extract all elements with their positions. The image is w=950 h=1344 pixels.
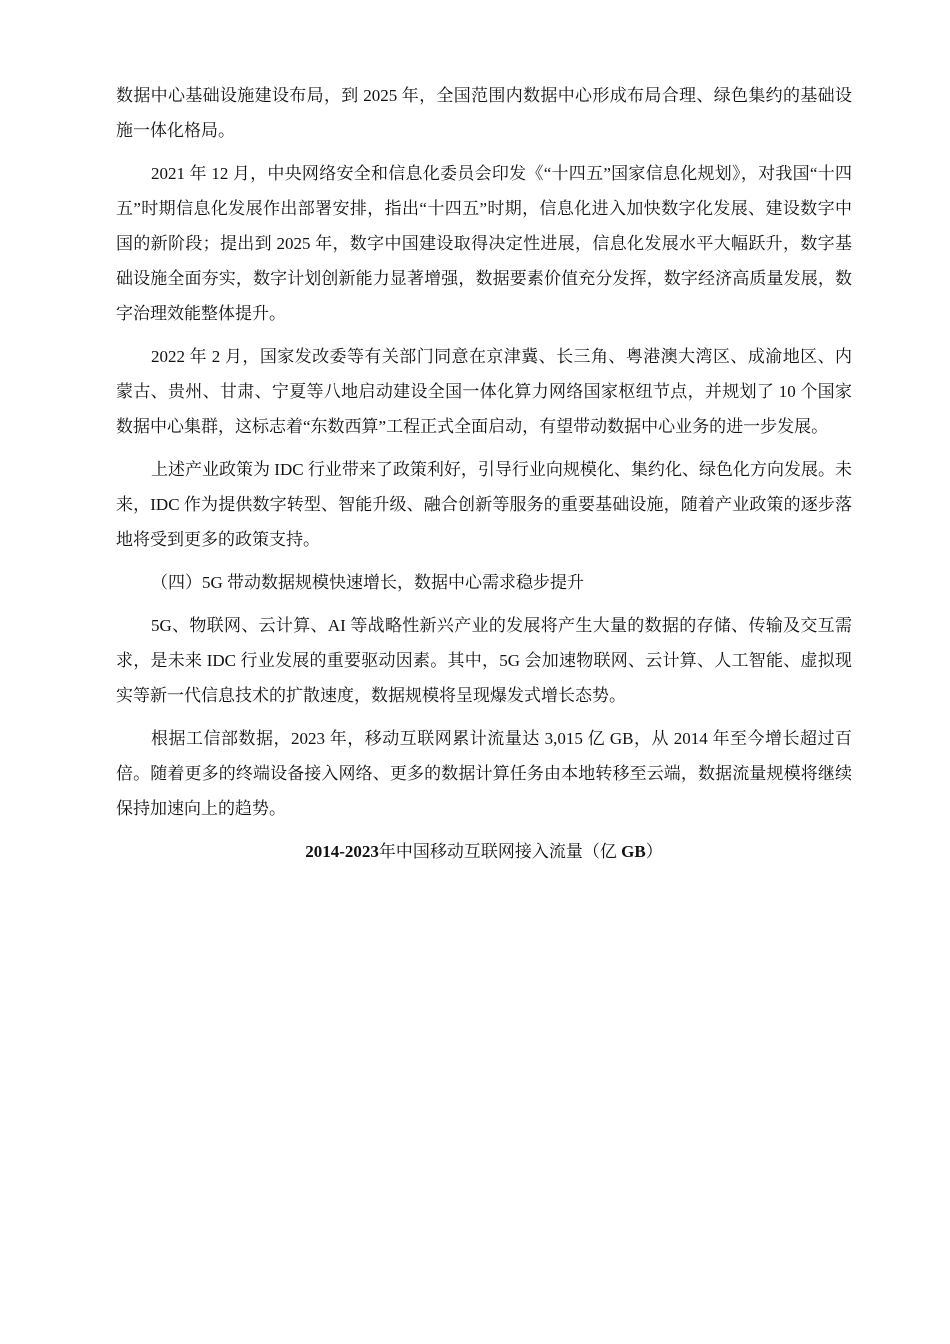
paragraph-14th-five-year-plan: 2021 年 12 月，中央网络安全和信息化委员会印发《“十四五”国家信息化规划》，对我国“十四五”时期信息化发展作出部署安排，指出“十四五”时期，信息化进入加快数字化发展、建设数字中国的新阶段；提出到 2025 年，数字中国建设取得决定性进展，信息化发展水平大幅跃升，数字基础设施全面夯实，数字计划创新能力显著增强，数据要素价值充分发挥，数字经济高质量发展，数字治理效能整体提升。 <box>116 164 852 323</box>
paragraph-mobile-traffic: 根据工信部数据，2023 年，移动互联网累计流量达 3,015 亿 GB，从 2014 年至今增长超过百倍。随着更多的终端设备接入网络、更多的数据计算任务由本地转移至云端，数据流量规模将继续保持加速向上的趋势。 <box>116 729 852 818</box>
document-body <box>116 78 852 869</box>
chart-title-close: ） <box>645 842 663 861</box>
paragraph-infrastructure-layout: 数据中心基础设施建设布局，到 2025 年，全国范围内数据中心形成布局合理、绿色集约的基础设施一体化格局。 <box>116 86 852 140</box>
paragraph-policy-benefits: 上述产业政策为 IDC 行业带来了政策利好，引导行业向规模化、集约化、绿色化方向发展。未来，IDC 作为提供数字转型、智能升级、融合创新等服务的重要基础设施，随着产业政策的逐步落地将受到更多的政策支持。 <box>116 460 852 549</box>
chart-title-years: 2014-2023 <box>305 842 379 861</box>
chart-title <box>116 834 852 869</box>
paragraph-east-data-west-compute: 2022 年 2 月，国家发改委等有关部门同意在京津冀、长三角、粤港澳大湾区、成渝地区、内蒙古、贵州、甘肃、宁夏等八地启动建设全国一体化算力网络国家枢纽节点，并规划了 10 个国家数据中心集群，这标志着“东数西算”工程正式全面启动，有望带动数据中心业务的进一步发展。 <box>116 347 852 436</box>
section-heading-5g: （四）5G 带动数据规模快速增长，数据中心需求稳步提升 <box>151 573 585 592</box>
chart-title-unit: GB <box>621 842 646 861</box>
paragraph-5g-drivers: 5G、物联网、云计算、AI 等战略性新兴产业的发展将产生大量的数据的存储、传输及交互需求，是未来 IDC 行业发展的重要驱动因素。其中，5G 会加速物联网、云计算、人工智能、虚拟现实等新一代信息技术的扩散速度，数据规模将呈现爆发式增长态势。 <box>116 616 852 705</box>
chart-title-text: 年中国移动互联网接入流量（亿 <box>378 842 622 861</box>
